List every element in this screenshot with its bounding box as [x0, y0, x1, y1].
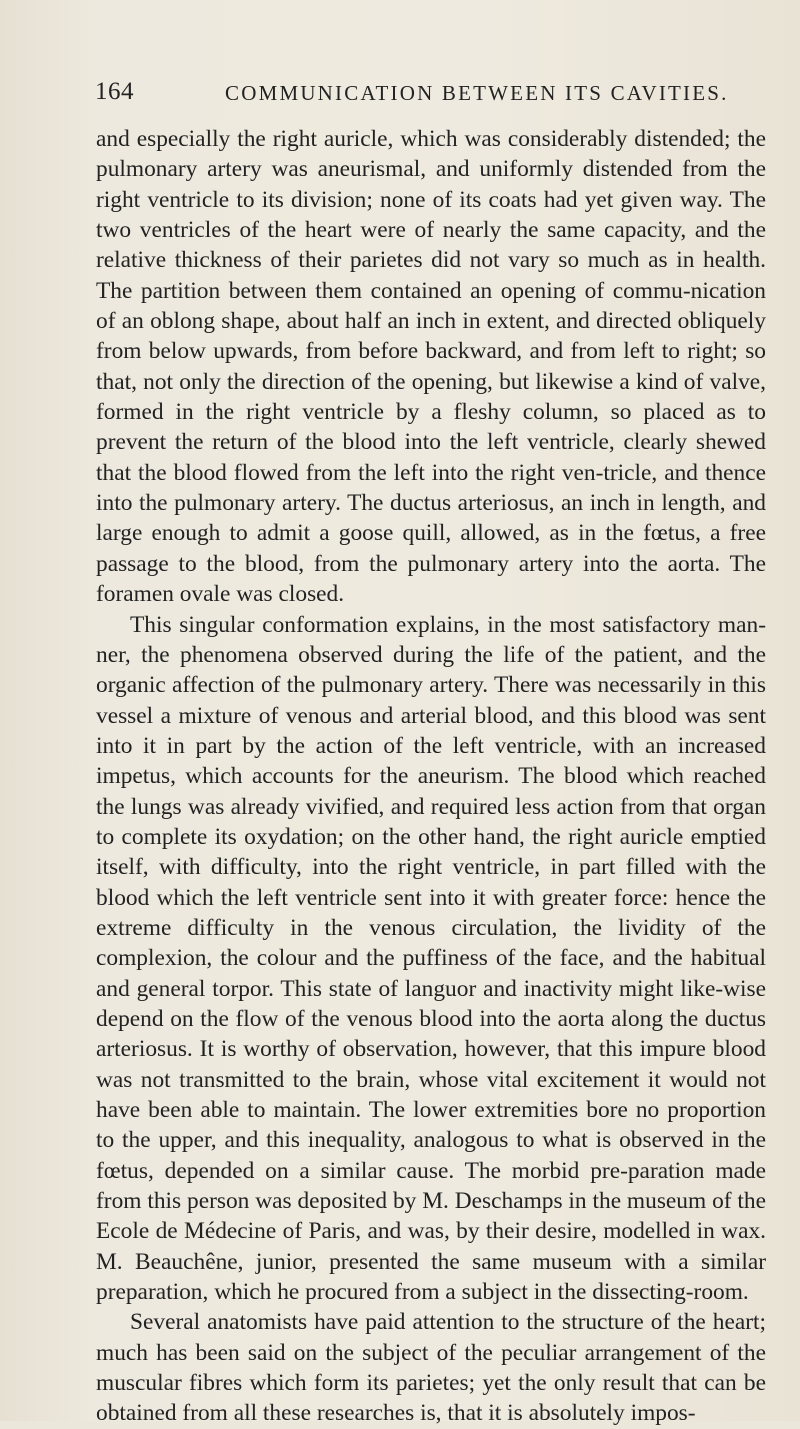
running-title: COMMUNICATION BETWEEN ITS CAVITIES.	[225, 81, 729, 105]
paragraph-continued: and especially the right auricle, which was considerably distended; the pulmonary artery was aneurismal, and uniformly distended from the right ventricle to its division; none of its coats had yet given way. The two ventricles of the heart were of nearly the same capacity, and the relative thickness of their parietes did not vary so much as in health. The partition between them contained an opening of commu-nication of an oblong shape, about half an inch in extent, and directed obliquely from below upwards, from before backward, and from left to right; so that, not only the direction of the opening, but likewise a kind of valve, formed in the right ventricle by a fleshy column, so placed as to prevent the return of the blood into the left ventricle, clearly shewed that the blood flowed from the left into the right ven-tricle, and thence into the pulmonary artery. The ductus arteriosus, an inch in length, and large enough to admit a goose quill, allowed, as in the fœtus, a free passage to the blood, from the pulmonary artery into the aorta. The foramen ovale was closed.	[96, 126, 766, 608]
page-number: 164	[95, 78, 134, 105]
running-head	[95, 78, 760, 112]
body-text	[96, 124, 766, 1429]
paragraph-anatomists: Several anatomists have paid attention to the structure of the heart; much has been said on the subject of the peculiar arrangement of the muscular fibres which form its parietes; yet the only result that can be obtained from all these researches is, that it is absolutely impos-	[96, 1309, 766, 1427]
paragraph-conformation: This singular conformation explains, in the most satisfactory man-ner, the phenomena observed during the life of the patient, and the organic affection of the pulmonary artery. There was necessarily in this vessel a mixture of venous and arterial blood, and this blood was sent into it in part by the action of the left ventricle, with an increased impetus, which accounts for the aneurism. The blood which reached the lungs was already vivified, and required less action from that organ to complete its oxydation; on the other hand, the right auricle emptied itself, with difficulty, into the right ventricle, in part filled with the blood which the left ventricle sent into it with greater force: hence the extreme difficulty in the venous circulation, the lividity of the complexion, the colour and the puffiness of the face, and the habitual and general torpor. This state of languor and inactivity might like-wise depend on the flow of the venous blood into the aorta along the ductus arteriosus. It is worthy of observation, however, that this impure blood was not transmitted to the brain, whose vital excitement it would not have been able to maintain. The lower extremities bore no proportion to the upper, and this inequality, analogous to what is observed in the fœtus, depended on a similar cause. The morbid pre-paration made from this person was deposited by M. Deschamps in the museum of the Ecole de Médecine of Paris, and was, by their desire, modelled in wax. M. Beauchêne, junior, presented the same museum with a similar preparation, which he procured from a subject in the dissecting-room.	[96, 611, 766, 1306]
